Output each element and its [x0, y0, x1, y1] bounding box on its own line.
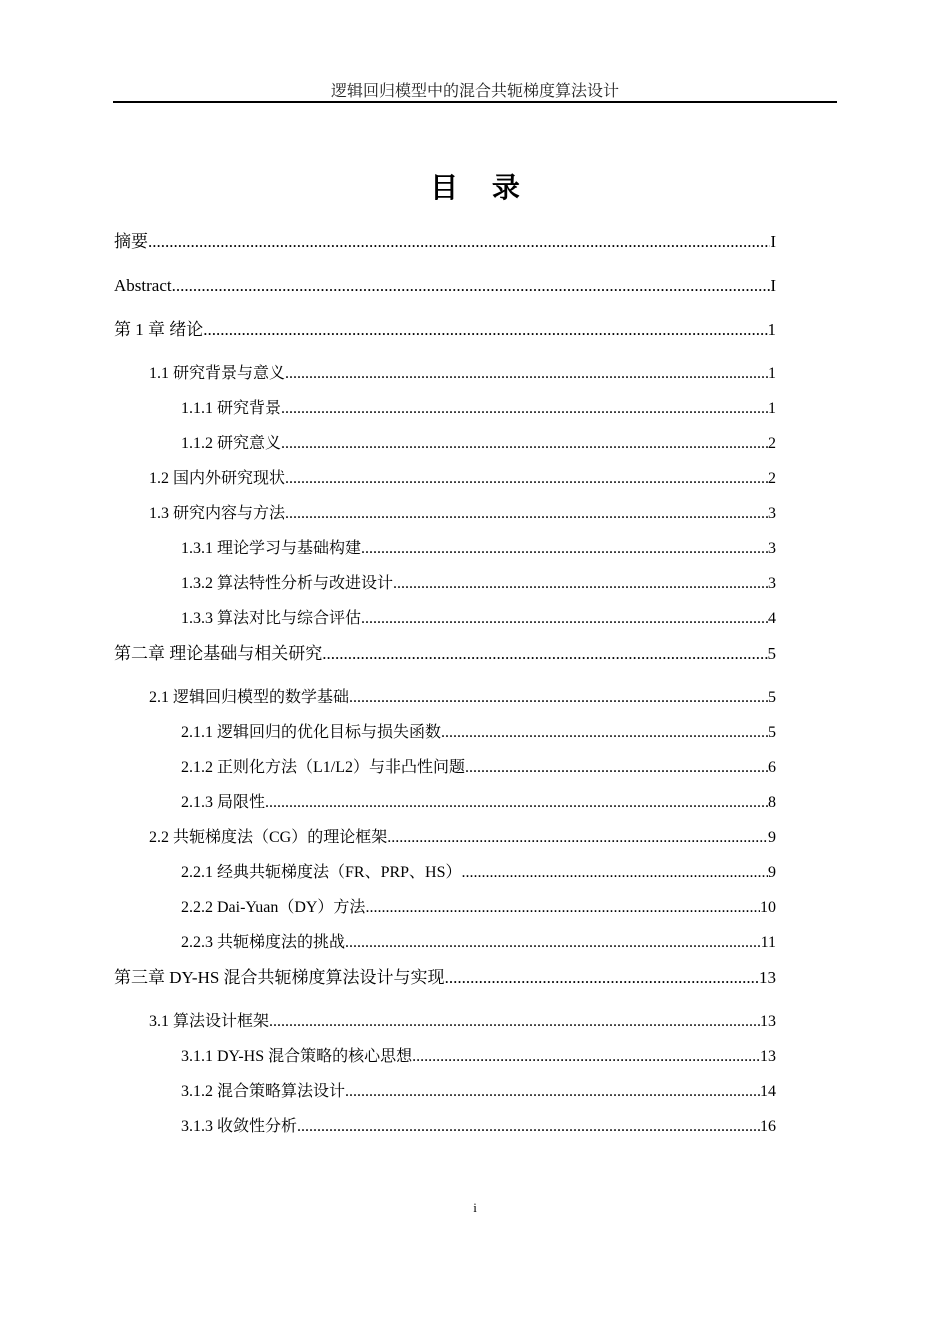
toc-entry-label: 第二章 理论基础与相关研究 — [114, 644, 323, 663]
dot-leader — [441, 722, 768, 744]
dot-leader — [148, 231, 770, 253]
toc-entry[interactable] — [181, 538, 776, 560]
toc-entry-page: 1 — [768, 400, 776, 417]
toc-entry-label: 2.2.1 经典共轭梯度法（FR、PRP、HS） — [181, 864, 462, 881]
toc-entry-page: I — [770, 232, 776, 251]
toc-entry-page: 9 — [768, 864, 776, 881]
dot-leader — [393, 573, 768, 595]
toc-entry-page: 11 — [760, 934, 776, 951]
dot-leader — [412, 1046, 760, 1068]
toc-entry[interactable] — [114, 643, 776, 665]
toc-entry[interactable] — [149, 503, 776, 525]
toc-entry-label: 2.1 逻辑回归模型的数学基础 — [149, 689, 350, 706]
toc-entry-label: 2.1.2 正则化方法（L1/L2）与非凸性问题 — [181, 759, 465, 776]
toc-entry[interactable] — [114, 319, 776, 341]
dot-leader — [462, 862, 769, 884]
dot-leader — [172, 275, 771, 297]
toc-entry-label: 2.2.3 共轭梯度法的挑战 — [181, 934, 346, 951]
toc-entry-page: 16 — [760, 1118, 776, 1135]
dot-leader — [445, 967, 759, 989]
dot-leader — [387, 827, 768, 849]
toc-entry-page: I — [770, 276, 776, 295]
toc-entry-page: 1 — [768, 365, 776, 382]
toc-entry-page: 3 — [768, 540, 776, 557]
toc-entry[interactable] — [114, 231, 776, 253]
dot-leader — [269, 1011, 760, 1033]
toc-entry-page: 13 — [760, 1048, 776, 1065]
toc-entry-page: 13 — [759, 968, 776, 987]
toc-entry-label: 2.1.1 逻辑回归的优化目标与损失函数 — [181, 724, 442, 741]
toc-entry-label: 1.3.2 算法特性分析与改进设计 — [181, 575, 394, 592]
dot-leader — [345, 932, 761, 954]
toc-entry-page: 6 — [768, 759, 776, 776]
toc-entry-page: 5 — [767, 644, 776, 663]
dot-leader — [297, 1116, 760, 1138]
toc-entry-label: 3.1.3 收敛性分析 — [181, 1118, 298, 1135]
dot-leader — [203, 319, 767, 341]
toc-entry[interactable] — [181, 1116, 776, 1138]
toc-entry-label: 3.1.2 混合策略算法设计 — [181, 1083, 346, 1100]
dot-leader — [365, 897, 760, 919]
dot-leader — [349, 687, 768, 709]
toc-entry[interactable] — [181, 862, 776, 884]
toc-entry[interactable] — [149, 827, 776, 849]
dot-leader — [265, 792, 768, 814]
toc-entry[interactable] — [114, 967, 776, 989]
toc-entry-page: 13 — [760, 1013, 776, 1030]
toc-entry-label: 第 1 章 绪论 — [114, 320, 204, 339]
toc-entry[interactable] — [181, 433, 776, 455]
toc-entry[interactable] — [181, 757, 776, 779]
toc-entry[interactable] — [114, 275, 776, 297]
toc-entry[interactable] — [181, 1081, 776, 1103]
toc-title: 目 录 — [430, 171, 532, 204]
toc-entry-page: 5 — [768, 689, 776, 706]
toc-entry-label: 2.2 共轭梯度法（CG）的理论框架 — [149, 829, 388, 846]
toc-entry-label: 1.3.1 理论学习与基础构建 — [181, 540, 362, 557]
toc-entry-page: 4 — [768, 610, 776, 627]
toc-entry-page: 5 — [768, 724, 776, 741]
dot-leader — [285, 363, 768, 385]
toc-entry[interactable] — [149, 687, 776, 709]
dot-leader — [361, 538, 768, 560]
page-number: i — [473, 1200, 477, 1215]
toc-entry-label: 1.3 研究内容与方法 — [149, 505, 286, 522]
toc-entry[interactable] — [181, 932, 776, 954]
toc-entry[interactable] — [181, 1046, 776, 1068]
toc-entry[interactable] — [149, 468, 776, 490]
toc-entry-label: 3.1 算法设计框架 — [149, 1013, 270, 1030]
toc-entry-label: 第三章 DY-HS 混合共轭梯度算法设计与实现 — [114, 968, 445, 987]
dot-leader — [285, 503, 768, 525]
toc-entry[interactable] — [181, 722, 776, 744]
running-header: 逻辑回归模型中的混合共轭梯度算法设计 — [330, 83, 619, 100]
dot-leader — [361, 608, 768, 630]
toc-entry[interactable] — [181, 897, 776, 919]
toc-entry-page: 9 — [768, 829, 776, 846]
toc-entry-page: 2 — [768, 435, 776, 452]
dot-leader — [281, 398, 768, 420]
toc-entry-page: 10 — [760, 899, 776, 916]
dot-leader — [322, 643, 767, 665]
toc-entry-page: 3 — [768, 575, 776, 592]
toc-entry[interactable] — [149, 1011, 776, 1033]
toc-entry[interactable] — [181, 398, 776, 420]
toc-entry-page: 2 — [768, 470, 776, 487]
dot-leader — [281, 433, 768, 455]
toc-entry-label: 2.2.2 Dai-Yuan（DY）方法 — [181, 899, 366, 916]
toc-entry-label: Abstract — [114, 276, 172, 295]
dot-leader — [345, 1081, 760, 1103]
toc-entry-page: 14 — [760, 1083, 776, 1100]
toc-entry-label: 1.1 研究背景与意义 — [149, 365, 286, 382]
toc-entry-page: 8 — [768, 794, 776, 811]
dot-leader — [465, 757, 768, 779]
toc-entry-label: 摘要 — [114, 232, 148, 251]
header-rule — [113, 101, 837, 103]
toc-entry[interactable] — [181, 608, 776, 630]
toc-entry-page: 1 — [767, 320, 776, 339]
toc-entry-label: 2.1.3 局限性 — [181, 794, 266, 811]
toc-entry[interactable] — [181, 573, 776, 595]
toc-entry-label: 1.3.3 算法对比与综合评估 — [181, 610, 362, 627]
toc-entry-label: 1.1.2 研究意义 — [181, 435, 282, 452]
dot-leader — [285, 468, 768, 490]
toc-entry-label: 1.2 国内外研究现状 — [149, 470, 286, 487]
toc-entry-page: 3 — [768, 505, 776, 522]
toc-entry[interactable] — [181, 792, 776, 814]
toc-entry-label: 1.1.1 研究背景 — [181, 400, 282, 417]
toc-entry-label: 3.1.1 DY-HS 混合策略的核心思想 — [181, 1048, 413, 1065]
toc-entry[interactable] — [149, 363, 776, 385]
